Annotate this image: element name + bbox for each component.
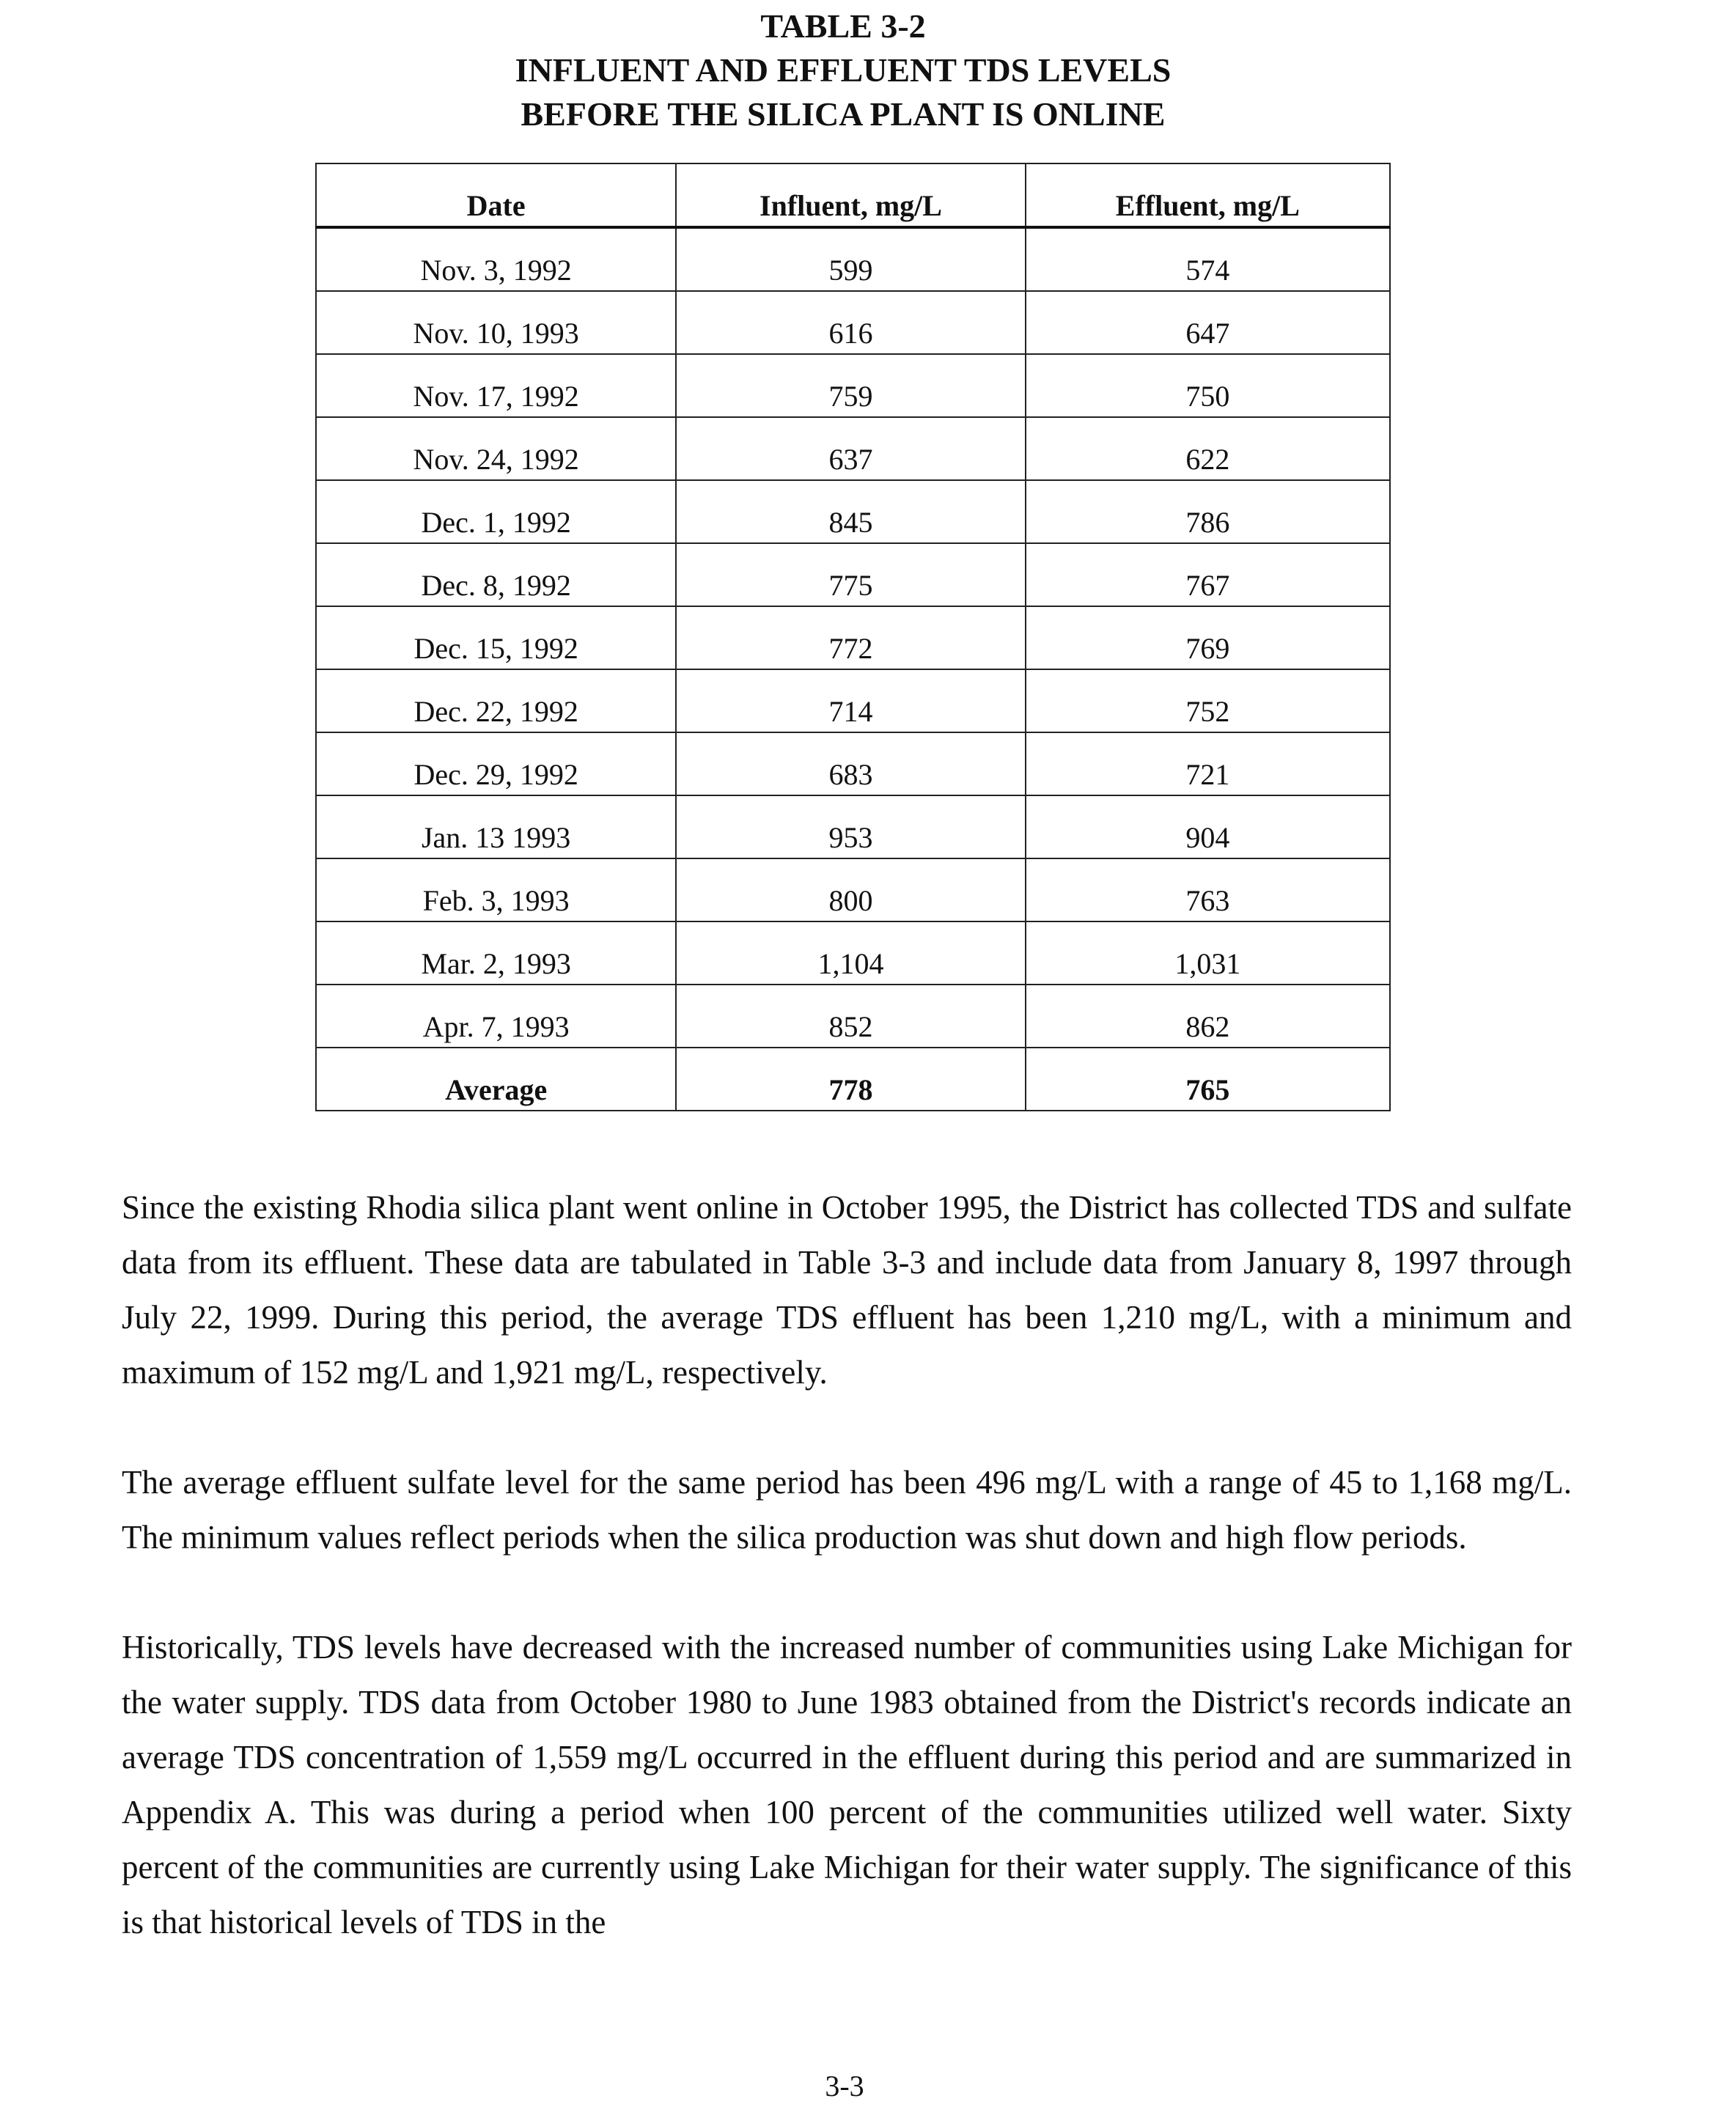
cell-date: Nov. 17, 1992 <box>316 354 676 417</box>
cell-effluent: 769 <box>1026 606 1390 669</box>
cell-date: Dec. 15, 1992 <box>316 606 676 669</box>
cell-effluent: 786 <box>1026 480 1390 543</box>
table-row <box>316 480 1390 543</box>
cell-effluent: 763 <box>1026 858 1390 921</box>
cell-date: Dec. 22, 1992 <box>316 669 676 732</box>
cell-effluent: 904 <box>1026 795 1390 858</box>
average-row <box>316 1048 1390 1111</box>
cell-date: Mar. 2, 1993 <box>316 921 676 985</box>
cell-date: Apr. 7, 1993 <box>316 985 676 1048</box>
cell-influent: 772 <box>676 606 1025 669</box>
cell-influent: 845 <box>676 480 1025 543</box>
table-header-row <box>316 163 1390 227</box>
table-row <box>316 732 1390 795</box>
table-row <box>316 795 1390 858</box>
paragraph-historical-tds: Historically, TDS levels have decreased with the increased number of communities using Lake Michigan for the water supply. TDS data from October 1980 to June 1983 obtained from the District's records indicate an average TDS concentration of 1,559 mg/L occurred in the effluent during this period and are summarized in Appendix A. This was during a period when 100 percent of the communities utilized well water. Sixty percent of the communities are currently using Lake Michigan for their water supply. The significance of this is that historical levels of TDS in the <box>122 1629 1572 1940</box>
cell-effluent: 1,031 <box>1026 921 1390 985</box>
table-row <box>316 543 1390 606</box>
table-row <box>316 417 1390 480</box>
cell-date: Dec. 1, 1992 <box>316 480 676 543</box>
paragraph-silica-plant: Since the existing Rhodia silica plant went online in October 1995, the District has collected TDS and sulfate data from its effluent. These data are tabulated in Table 3-3 and include data from January 8, 1997 through July 22, 1999. During this period, the average TDS effluent has been 1,210 mg/L, with a minimum and maximum of 152 mg/L and 1,921 mg/L, respectively. <box>122 1189 1572 1391</box>
cell-influent: 616 <box>676 291 1025 354</box>
average-label: Average <box>316 1048 676 1111</box>
page-number: 3-3 <box>825 2069 864 2102</box>
table-number: TABLE 3-2 <box>760 7 926 45</box>
cell-effluent: 862 <box>1026 985 1390 1048</box>
body-text <box>122 1180 1572 2005</box>
cell-effluent: 750 <box>1026 354 1390 417</box>
cell-influent: 953 <box>676 795 1025 858</box>
cell-date: Feb. 3, 1993 <box>316 858 676 921</box>
table-row <box>316 291 1390 354</box>
cell-effluent: 721 <box>1026 732 1390 795</box>
cell-date: Dec. 29, 1992 <box>316 732 676 795</box>
table-row <box>316 227 1390 291</box>
table-row <box>316 354 1390 417</box>
cell-influent: 714 <box>676 669 1025 732</box>
cell-influent: 599 <box>676 227 1025 291</box>
table-row <box>316 669 1390 732</box>
paragraph-sulfate: The average effluent sulfate level for the same period has been 496 mg/L with a range of 45 to 1,168 mg/L. The minimum values reflect periods when the silica production was shut down and high flow periods. <box>122 1464 1572 1556</box>
header-influent: Influent, mg/L <box>676 163 1025 227</box>
table-title <box>0 4 1686 136</box>
table-row <box>316 858 1390 921</box>
cell-influent: 637 <box>676 417 1025 480</box>
average-effluent: 765 <box>1026 1048 1390 1111</box>
average-influent: 778 <box>676 1048 1025 1111</box>
cell-influent: 800 <box>676 858 1025 921</box>
table-row <box>316 985 1390 1048</box>
header-effluent: Effluent, mg/L <box>1026 163 1390 227</box>
cell-influent: 759 <box>676 354 1025 417</box>
cell-effluent: 622 <box>1026 417 1390 480</box>
cell-date: Jan. 13 1993 <box>316 795 676 858</box>
tds-levels-table <box>315 163 1391 1111</box>
cell-influent: 852 <box>676 985 1025 1048</box>
cell-date: Dec. 8, 1992 <box>316 543 676 606</box>
table-row <box>316 606 1390 669</box>
cell-influent: 775 <box>676 543 1025 606</box>
cell-effluent: 647 <box>1026 291 1390 354</box>
cell-effluent: 752 <box>1026 669 1390 732</box>
table-title-line-1: INFLUENT AND EFFLUENT TDS LEVELS <box>515 51 1172 89</box>
cell-effluent: 767 <box>1026 543 1390 606</box>
header-date: Date <box>316 163 676 227</box>
cell-influent: 683 <box>676 732 1025 795</box>
cell-date: Nov. 3, 1992 <box>316 227 676 291</box>
table-title-line-2: BEFORE THE SILICA PLANT IS ONLINE <box>521 95 1166 133</box>
cell-influent: 1,104 <box>676 921 1025 985</box>
table-row <box>316 921 1390 985</box>
cell-date: Nov. 24, 1992 <box>316 417 676 480</box>
cell-date: Nov. 10, 1993 <box>316 291 676 354</box>
cell-effluent: 574 <box>1026 227 1390 291</box>
